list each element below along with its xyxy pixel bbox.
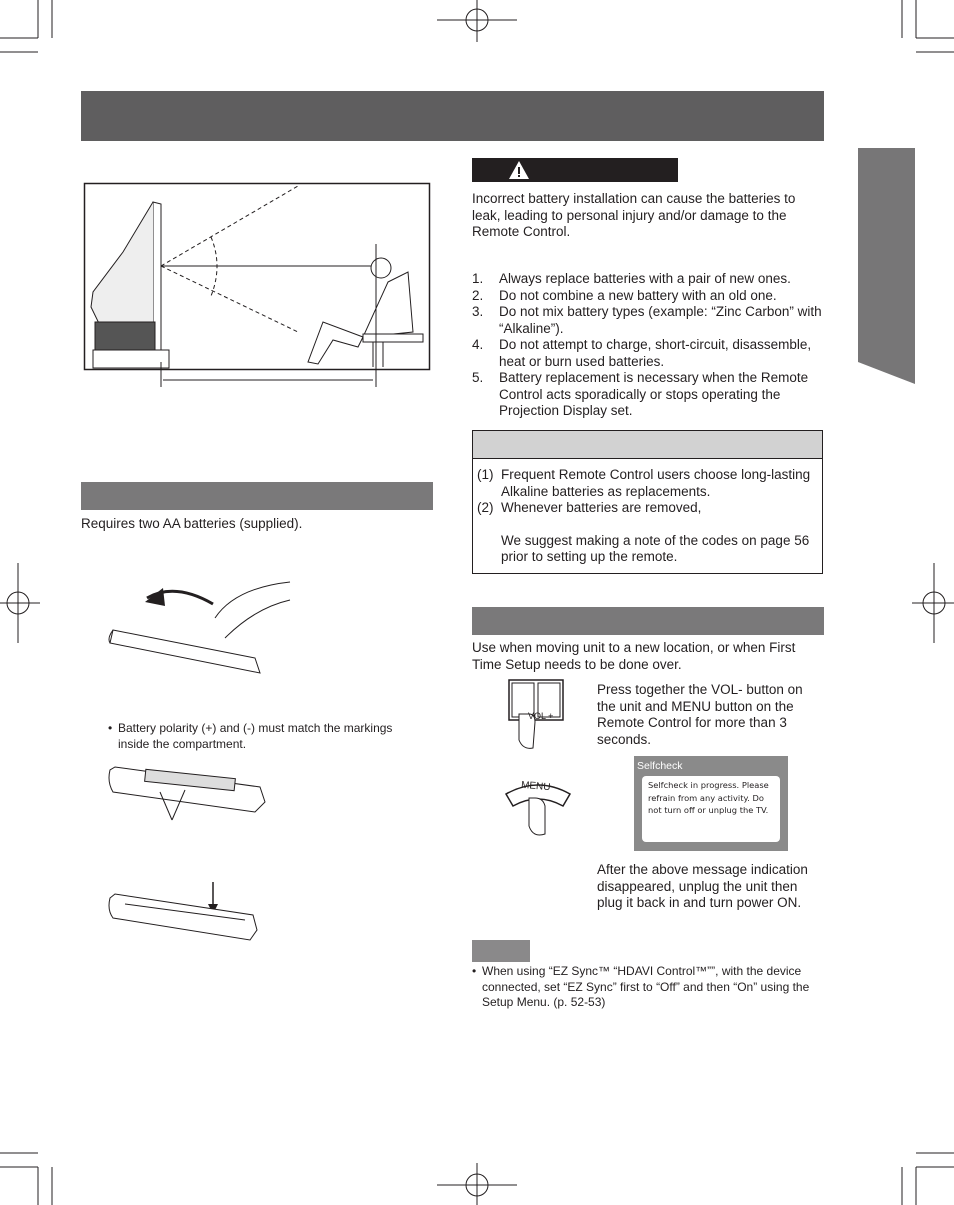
polarity-note: • Battery polarity (+) and (-) must match the markings inside the compartment. <box>108 721 393 751</box>
reset-section-bar <box>472 607 824 635</box>
reset-note: • When using “EZ Sync™ “HDAVI Control™””, with the device connected, set “EZ Sync” first to “Off” and then “On” using the Setup Menu. (p. 52-53) <box>472 964 810 1009</box>
list-item: (1) Frequent Remote Control users choose long-lasting Alkaline batteries as replacements. <box>477 467 811 499</box>
reset-intro: Use when moving unit to a new location, or when First Time Setup needs to be done over. <box>472 640 796 672</box>
remote-close-cover-illustration <box>105 880 265 945</box>
vol-label: VOL + <box>528 711 554 721</box>
selfcheck-title: Selfcheck <box>637 760 683 772</box>
side-tab <box>858 148 916 386</box>
warning-icon <box>508 160 530 180</box>
list-item: 1. Always replace batteries with a pair of new ones. <box>472 271 791 286</box>
list-item: 3. Do not mix battery types (example: “Zinc Carbon” with “Alkaline”). <box>472 304 822 336</box>
menu-label: MENU <box>520 779 551 794</box>
note-box <box>472 430 823 574</box>
note-box-body <box>477 467 817 566</box>
selfcheck-message: Selfcheck in progress. Please refrain from any activity. Do not turn off or unplug the TV. <box>648 780 769 815</box>
caution-text: Incorrect battery installation can cause the batteries to leak, leading to personal injury and/or damage to the Remote Control. <box>472 191 796 239</box>
note-box-header <box>473 431 822 459</box>
reset-after: After the above message indication disappeared, unplug the unit then plug it back in and turn power ON. <box>597 862 808 910</box>
battery-section-bar <box>81 482 433 510</box>
list-item: 4. Do not attempt to charge, short-circuit, disassemble, heat or burn used batteries. <box>472 337 812 369</box>
list-item: (2) Whenever batteries are removed, <box>477 500 702 515</box>
battery-requirement: Requires two AA batteries (supplied). <box>81 516 303 531</box>
list-item: 5. Battery replacement is necessary when the Remote Control acts sporadically or stops operating the Projection Display set. <box>472 370 809 418</box>
selfcheck-screen <box>634 756 788 851</box>
viewing-distance-illustration <box>83 182 435 388</box>
caution-list <box>472 271 824 420</box>
list-item: 2. Do not combine a new battery with an old one. <box>472 287 777 303</box>
selfcheck-message-box <box>642 776 780 842</box>
battery-compartment-illustration <box>105 762 270 824</box>
note-box-extra: We suggest making a note of the codes on page 56 prior to setting up the remote. <box>501 532 810 564</box>
caution-bar <box>472 158 678 182</box>
remote-open-cover-illustration <box>105 578 300 680</box>
reset-step1: Press together the VOL- button on the unit and MENU button on the Remote Control for more than 3 seconds. <box>597 682 803 747</box>
header-bar <box>81 91 824 141</box>
note-tag <box>472 940 530 962</box>
